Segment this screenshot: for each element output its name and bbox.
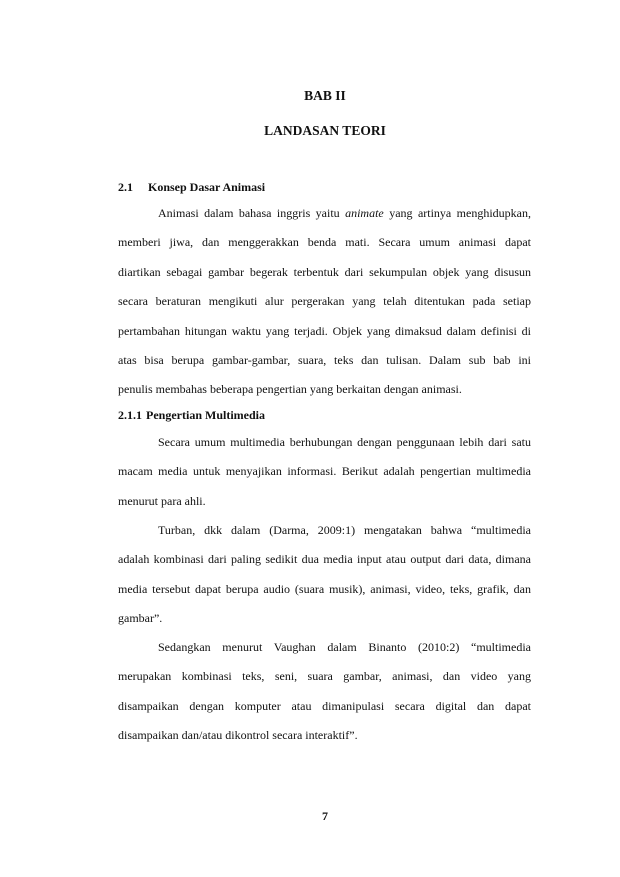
paragraph-line: adalah kombinasi dari paling sedikit dua media input atau output dari data, dimana: [118, 552, 531, 567]
paragraph-line: Turban, dkk dalam (Darma, 2009:1) mengatakan bahwa “multimedia: [158, 523, 531, 537]
paragraph-line: memberi jiwa, dan menggerakkan benda mati. Secara umum animasi dapat: [118, 235, 531, 250]
paragraph-line: secara beraturan mengikuti alur pergerakan yang telah ditentukan pada setiap: [118, 294, 531, 309]
section-number: 2.1: [118, 180, 133, 194]
subsection-title: Pengertian Multimedia: [146, 408, 265, 422]
paragraph-line: macam media untuk menyajikan informasi. Berikut adalah pengertian multimedia: [118, 464, 531, 479]
paragraph-line: merupakan kombinasi teks, seni, suara gambar, animasi, dan video yang: [118, 669, 531, 684]
subsection-paragraph-2: [118, 516, 531, 634]
paragraph-line: disampaikan dengan komputer atau dimanipulasi secara digital dan dapat: [118, 698, 531, 713]
paragraph-line: penulis membahas beberapa pengertian yang berkaitan dengan animasi.: [118, 382, 462, 397]
paragraph-line: gambar”.: [118, 611, 163, 626]
chapter-number: BAB II: [304, 88, 346, 103]
paragraph-line: menurut para ahli.: [118, 493, 206, 508]
paragraph-line: Sedangkan menurut Vaughan dalam Binanto (2010:2) “multimedia: [158, 640, 531, 654]
paragraph-line: disampaikan dan/atau dikontrol secara interaktif”.: [118, 728, 358, 743]
foreign-term: animate: [345, 206, 384, 220]
paragraph-line: media tersebut dapat berupa audio (suara musik), animasi, video, teks, grafik, dan: [118, 581, 531, 596]
section-heading: [118, 180, 265, 195]
section-paragraph: [118, 199, 531, 405]
paragraph-line: pertambahan hitungan waktu yang terjadi. Objek yang dimaksud dalam definisi di: [118, 323, 531, 338]
page-number: 7: [322, 809, 328, 823]
paragraph-line: diartikan sebagai gambar begerak terbentuk dari sekumpulan objek yang disusun: [118, 264, 531, 279]
subsection-paragraph-3: [118, 633, 531, 751]
subsection-number: 2.1.1: [118, 408, 142, 422]
subsection-heading: [118, 408, 265, 423]
subsection-paragraph-1: [118, 428, 531, 516]
chapter-title: LANDASAN TEORI: [264, 123, 386, 138]
paragraph-line: atas bisa berupa gambar-gambar, suara, teks dan tulisan. Dalam sub bab ini: [118, 352, 531, 367]
section-title: Konsep Dasar Animasi: [148, 180, 266, 194]
paragraph-line: Secara umum multimedia berhubungan dengan penggunaan lebih dari satu: [158, 435, 531, 449]
paragraph-line: Animasi dalam bahasa inggris yaitu animate yang artinya menghidupkan,: [158, 206, 531, 220]
